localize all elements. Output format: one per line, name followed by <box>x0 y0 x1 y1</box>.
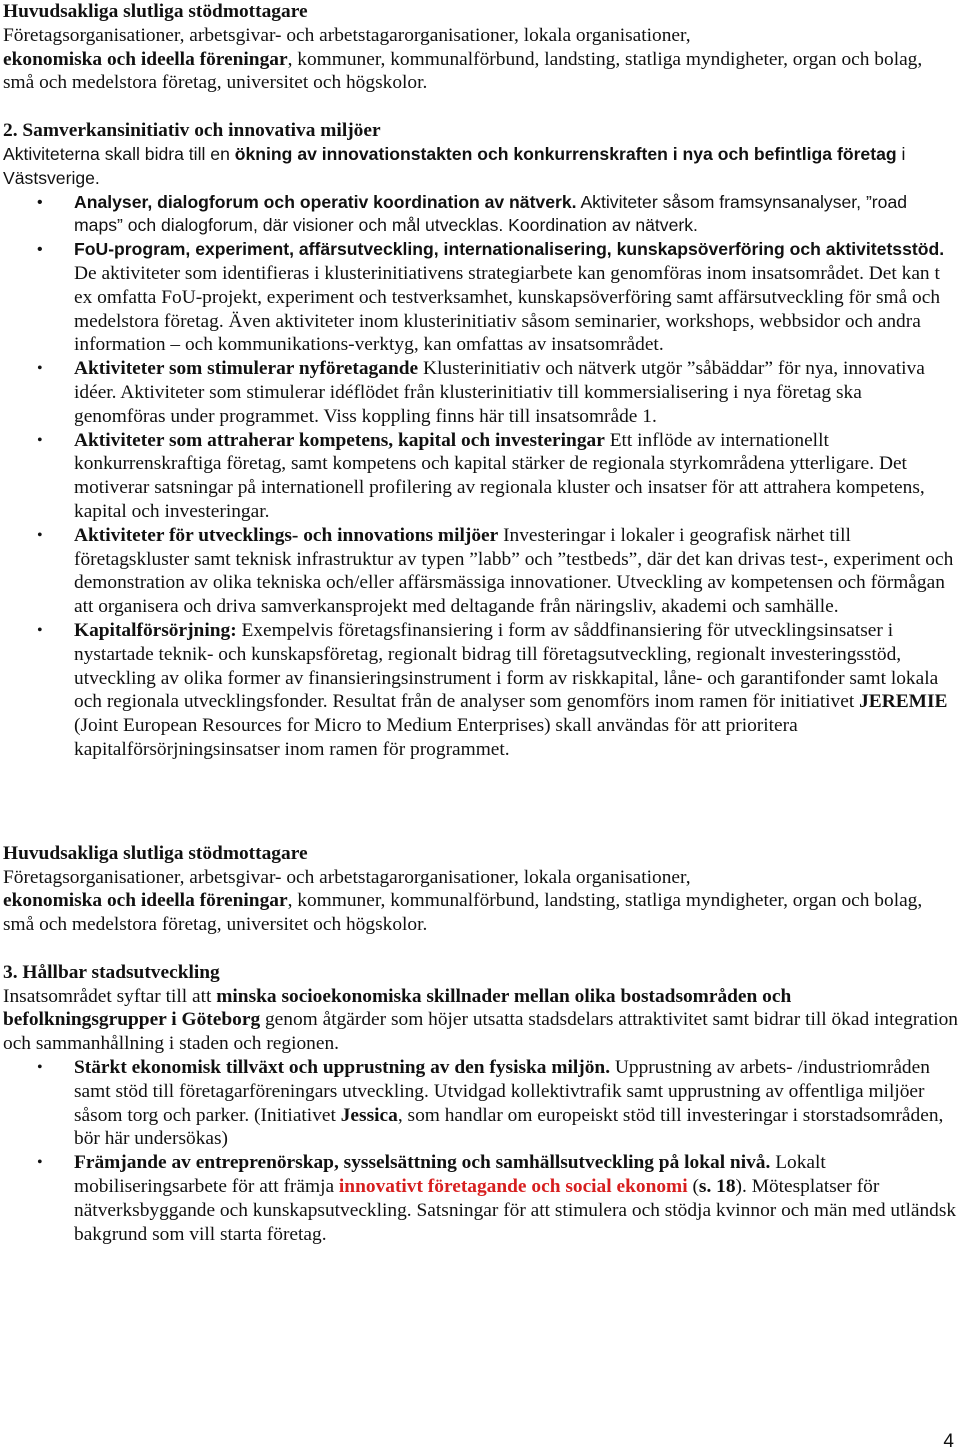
beneficiaries-text <box>3 24 958 95</box>
text-run: , som handlar om europeiskt stöd till investeringar i storstadsområden, bör här undersökas) <box>74 1104 944 1150</box>
list-item <box>3 1151 958 1246</box>
bullet-icon: • <box>37 431 43 449</box>
bold-run: Kapitalförsörjning: <box>74 619 237 641</box>
bold-run: minska socioekonomiska skillnader mellan olika bostadsområden och befolkningsgrupper i Göteborg <box>3 985 792 1031</box>
text-run: Insatsområdet syftar till att <box>3 985 217 1007</box>
bold-run: Aktiviteter för utvecklings- och innovations miljöer <box>74 524 499 546</box>
bold-run: Analyser, dialogforum och operativ koordination av nätverk. <box>74 191 577 212</box>
bullet-icon: • <box>37 1059 43 1077</box>
section-2-bullet-list <box>3 191 958 762</box>
list-item <box>3 1056 958 1151</box>
bold-run: Aktiviteter som attraherar kompetens, kapital och investeringar <box>74 429 605 451</box>
bullet-icon: • <box>37 193 43 211</box>
text-run: (Joint European Resources for Micro to Medium Enterprises) skall användas för att prioritera kapitalförsörjningsinsatser inom ramen för programmet. <box>74 715 798 760</box>
text-run: genom åtgärder som höjer utsatta stadsdelars attraktivitet samt bidrar till ökad integration och sammanhållning i staden och regionen. <box>3 1009 959 1055</box>
text-run: Företagsorganisationer, arbetsgivar- och arbetstagarorganisationer, lokala organisationer, <box>3 866 691 888</box>
bold-run: Jessica <box>340 1104 398 1126</box>
bullet-icon: • <box>37 360 43 378</box>
beneficiaries-heading: Huvudsakliga slutliga stödmottagare <box>3 842 308 864</box>
bullet-icon: • <box>37 241 43 259</box>
page-reference: s. 18 <box>698 1176 736 1198</box>
text-run: Företagsorganisationer, arbetsgivar- och arbetstagarorganisationer, lokala organisationer, <box>3 24 691 46</box>
text-run: ). Mötesplatser för nätverksbyggande och kunskapsutveckling. Satsningar för att stimulera och stödja kvinnor och män med utländsk bakgrund som vill starta företag. <box>74 1176 957 1245</box>
text-run: ( <box>687 1176 699 1198</box>
bullet-icon: • <box>37 621 43 639</box>
text-run: Upprustning av arbets- /industriområden samt stöd till företagarföreningars utveckling. Utvidgad kollektivtrafik samt upprustning av offentliga miljöer såsom torg och parker. (Initiativet <box>74 1057 930 1126</box>
text-run: Aktiviteter såsom framsynsanalyser, ”road maps” och dialogforum, där visioner och mål utvecklas. Koordination av nätverk. <box>74 191 908 236</box>
section-3-intro <box>3 985 958 1056</box>
beneficiaries-block-2 <box>3 842 958 937</box>
bullet-icon: • <box>37 1154 43 1172</box>
section-3-heading: 3. Hållbar stadsutveckling <box>3 961 220 983</box>
list-item <box>3 524 958 619</box>
bold-run: Aktiviteter som stimulerar nyföretagande <box>74 358 419 380</box>
bold-run: JEREMIE <box>859 691 948 713</box>
bold-run: ökning av innovationstakten och konkurrenskraften i nya och befintliga företag <box>234 143 897 164</box>
beneficiaries-heading: Huvudsakliga slutliga stödmottagare <box>3 1 308 22</box>
text-run: , kommuner, kommunalförbund, landsting, statliga myndigheter, organ och bolag, små och medelstora företag, universitet och högskolor. <box>3 48 923 94</box>
page-number: 4 <box>943 1431 954 1452</box>
text-run: , kommuner, kommunalförbund, landsting, statliga myndigheter, organ och bolag, små och medelstora företag, universitet och högskolor. <box>3 890 923 936</box>
section-2-heading: 2. Samverkansinitiativ och innovativa miljöer <box>3 120 381 142</box>
text-run: i Västsverige. <box>3 143 906 188</box>
highlighted-run: innovativt företagande och social ekonomi <box>338 1176 688 1198</box>
section-3 <box>3 961 958 1247</box>
bold-run: ekonomiska och ideella föreningar <box>3 48 288 70</box>
beneficiaries-block-1 <box>3 0 958 95</box>
section-3-bullet-list <box>3 1056 958 1246</box>
text-run: Aktiviteterna skall bidra till en <box>3 143 235 164</box>
text-run: Ett inflöde av internationellt konkurrenskraftiga företag, samt kompetens och kapital stärker de regionala styrkområdena ytterligare. Det motiverar satsningar på internationell profilering av regionala kluster och insatser för att attrahera kompetens, kapital och investeringar. <box>74 429 925 522</box>
text-run: Exempelvis företagsfinansiering i form av såddfinansiering för utvecklingsinsatser i nystartade teknik- och kunskapsföretag, regionalt bidrag till företagsutveckling, regionalt investeringsstöd, utveckling av olika former av finansieringsinstrument i form av riskkapital, låne- och garantifonder samt lokala och regionala utvecklingsfonder. Resultat från de analyser som genomförs inom ramen för initiativet <box>74 619 939 713</box>
list-item <box>3 619 958 762</box>
list-item <box>3 191 958 239</box>
bold-run: ekonomiska och ideella föreningar <box>3 890 288 912</box>
list-item <box>3 238 958 357</box>
text-run: Lokalt mobiliseringsarbete för att främja <box>74 1152 826 1198</box>
section-2 <box>3 119 958 762</box>
text-run: De aktiviteter som identifieras i klusterinitiativens strategiarbete kan genomföras inom insatsområdet. Det kan t ex omfatta FoU-projekt, experiment och testverksamhet, kunskapsöverföring samt affärsutveckling för små och medelstora företag. Även aktiviteter inom klusterinitiativ såsom seminarier, workshops, webbsidor och andra information – och kommunikations-verktyg, kan omfattas av insatsområdet. <box>74 262 941 356</box>
text-run: Investeringar i lokaler i geografisk närhet till företagskluster samt teknisk infrastruktur av typen ”labb” och ”testbeds”, där det kan drivas test-, experiment och demonstration av olika tekniska och/eller affärsmässiga innovationer. Utveckling av kompetensen och förmågan att organisera och driva samverkansprojekt med deltagande från näringsliv, akademi och samhälle. <box>74 524 954 618</box>
section-2-intro <box>3 143 958 191</box>
beneficiaries-text <box>3 866 958 937</box>
bold-run: FoU-program, experiment, affärsutveckling, internationalisering, kunskapsöverföring och aktivitetsstöd. <box>74 239 945 260</box>
text-run: Klusterinitiativ och nätverk utgör ”såbäddar” för nya, innovativa idéer. Aktiviteter som stimulerar idéflödet från klusterinitiativ till kommersialisering i nya företag ska genomföras under programmet. Viss koppling finns här till insatsområde 1. <box>74 358 925 427</box>
list-item <box>3 357 958 428</box>
bold-run: Främjande av entreprenörskap, sysselsättning och samhällsutveckling på lokal nivå. <box>74 1152 771 1174</box>
bold-run: Stärkt ekonomisk tillväxt och upprustning av den fysiska miljön. <box>74 1057 611 1079</box>
list-item <box>3 429 958 524</box>
bullet-icon: • <box>37 526 43 544</box>
